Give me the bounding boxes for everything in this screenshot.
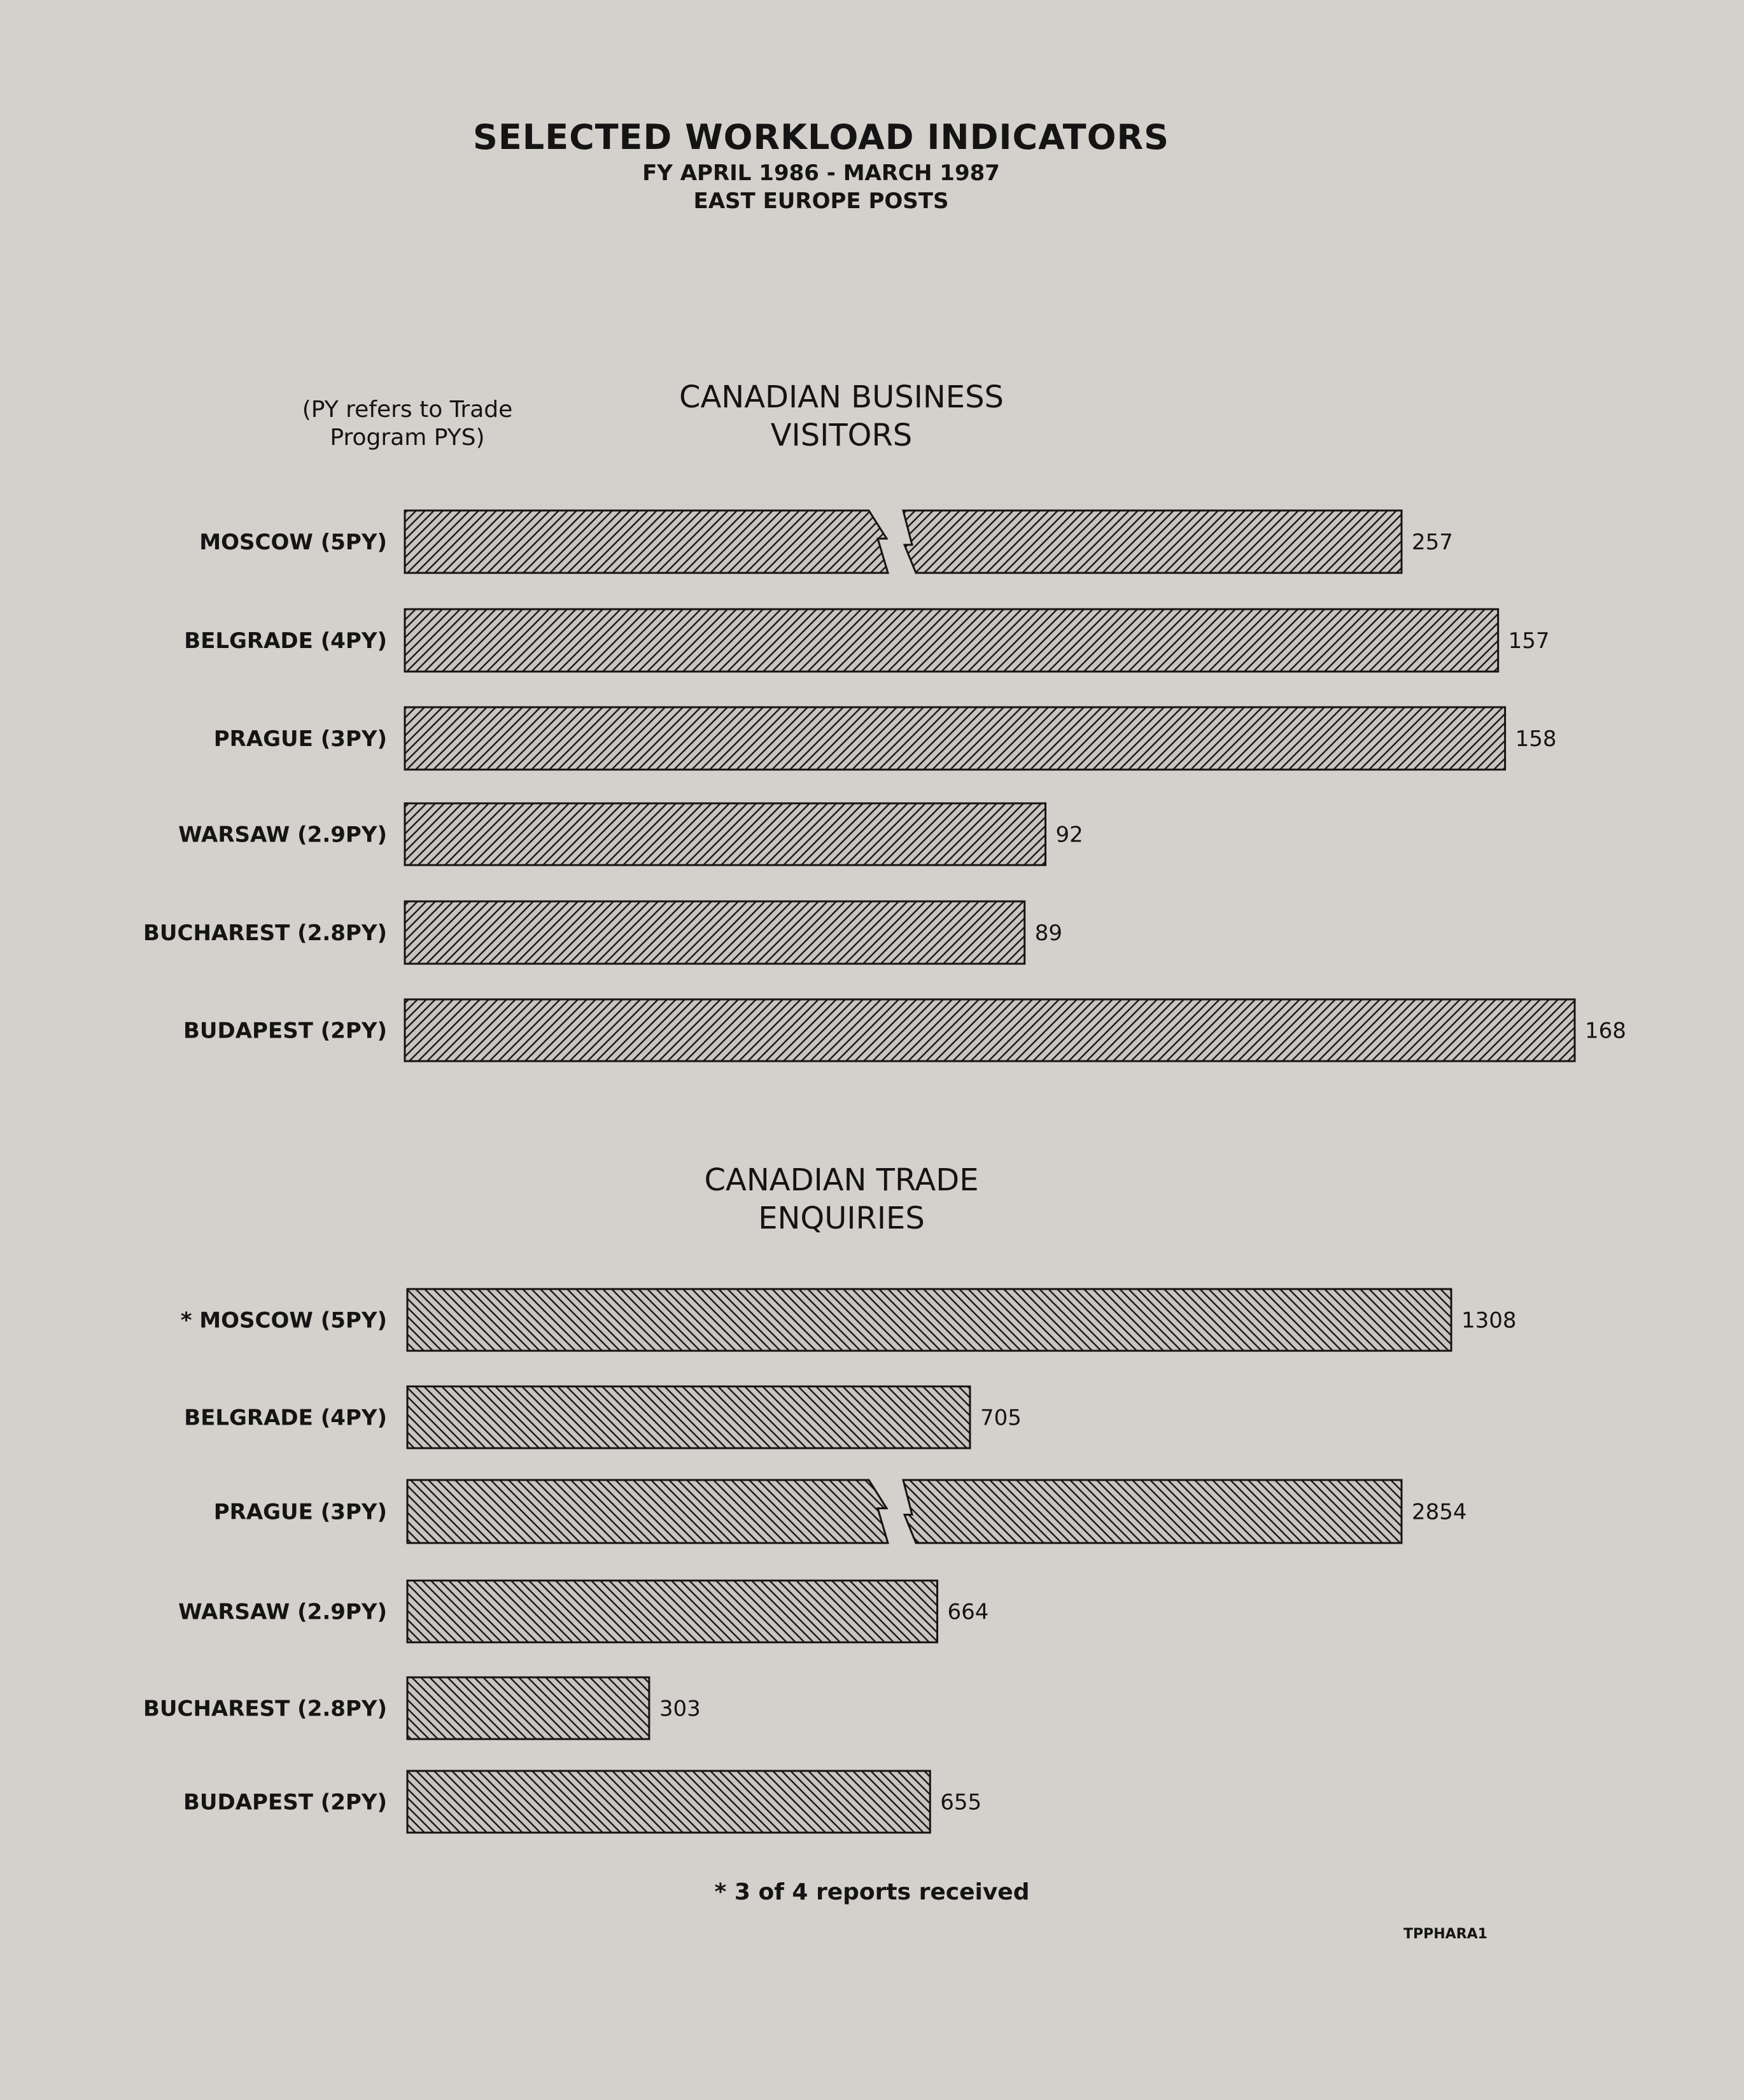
bar-bucharest-2-8py (405, 901, 1025, 964)
value-label-budapest-2py: 168 (1585, 1018, 1626, 1044)
chart-title-line-1: CANADIAN TRADE (704, 1162, 979, 1198)
category-label-budapest-2py: BUDAPEST (2PY) (183, 1018, 387, 1044)
category-label-belgrade-4py: BELGRADE (4PY) (184, 1405, 387, 1431)
bar-warsaw-2-9py (405, 803, 1046, 865)
value-label-bucharest-2-8py: 303 (659, 1696, 701, 1722)
category-label-prague-3py: PRAGUE (3PY) (213, 726, 387, 752)
bar-prague-3py (405, 707, 1505, 770)
py-note-line-2: Program PYS) (330, 425, 485, 451)
page-subtitle-region: EAST EUROPE POSTS (693, 188, 949, 214)
bar-moscow-5py-left-segment (405, 511, 888, 573)
chart-title-line-2: ENQUIRIES (758, 1201, 925, 1236)
footnote: * 3 of 4 reports received (714, 1879, 1030, 1905)
value-label-bucharest-2-8py: 89 (1034, 920, 1062, 946)
category-label-bucharest-2-8py: BUCHAREST (2.8PY) (143, 920, 387, 946)
value-label-prague-3py: 2854 (1412, 1499, 1467, 1525)
bar-moscow-5py (407, 1289, 1451, 1351)
category-label-prague-3py: PRAGUE (3PY) (213, 1499, 387, 1525)
value-label-prague-3py: 158 (1515, 726, 1557, 752)
value-label-warsaw-2-9py: 664 (947, 1599, 989, 1625)
category-label-belgrade-4py: BELGRADE (4PY) (184, 628, 387, 654)
chart-title-line-1: CANADIAN BUSINESS (679, 379, 1004, 415)
value-label-belgrade-4py: 705 (980, 1405, 1022, 1431)
value-label-belgrade-4py: 157 (1508, 628, 1550, 654)
category-label-moscow-5py: * MOSCOW (5PY) (180, 1307, 387, 1334)
bar-prague-3py-left-segment (407, 1480, 888, 1543)
bar-warsaw-2-9py (407, 1581, 938, 1642)
bar-budapest-2py (407, 1771, 930, 1833)
category-label-warsaw-2-9py: WARSAW (2.9PY) (178, 822, 387, 848)
py-note-line-1: (PY refers to Trade (302, 397, 513, 423)
value-label-warsaw-2-9py: 92 (1055, 822, 1083, 848)
bar-belgrade-4py (405, 609, 1498, 672)
category-label-budapest-2py: BUDAPEST (2PY) (183, 1789, 387, 1815)
bar-moscow-5py-right-segment (903, 511, 1402, 573)
category-label-moscow-5py: MOSCOW (5PY) (199, 530, 387, 555)
category-label-warsaw-2-9py: WARSAW (2.9PY) (178, 1599, 387, 1625)
bar-budapest-2py (405, 999, 1575, 1061)
chart-trade-enquiries (143, 1162, 1517, 1833)
page-title: SELECTED WORKLOAD INDICATORS (473, 117, 1169, 157)
chart-business-visitors (143, 379, 1626, 1061)
document-code: TPPHARA1 (1403, 1926, 1487, 1942)
bar-belgrade-4py (407, 1386, 970, 1448)
bar-prague-3py-right-segment (903, 1480, 1402, 1543)
chart-title-line-2: VISITORS (770, 418, 913, 453)
value-label-moscow-5py: 1308 (1461, 1307, 1517, 1334)
value-label-budapest-2py: 655 (940, 1789, 982, 1815)
page-subtitle-period: FY APRIL 1986 - MARCH 1987 (642, 160, 1000, 186)
bar-bucharest-2-8py (407, 1677, 649, 1739)
value-label-moscow-5py: 257 (1412, 530, 1453, 555)
category-label-bucharest-2-8py: BUCHAREST (2.8PY) (143, 1696, 387, 1722)
